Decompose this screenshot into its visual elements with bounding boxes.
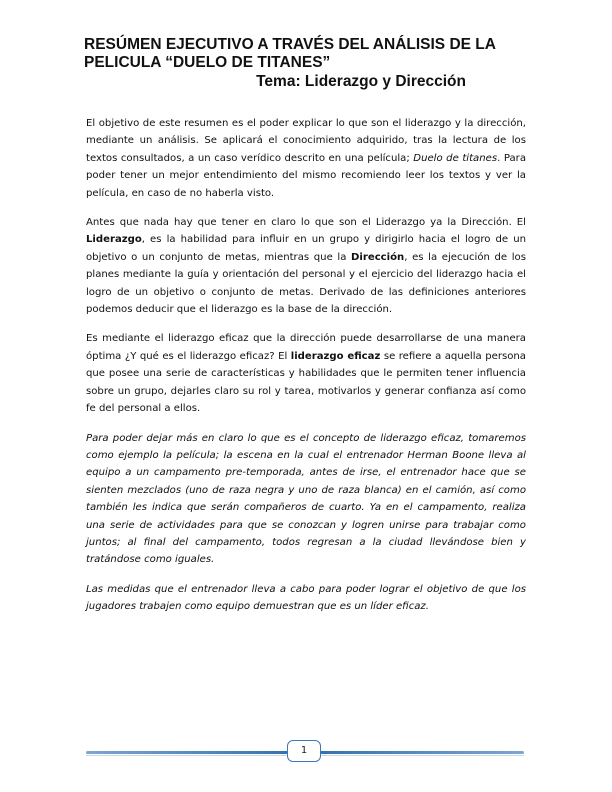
paragraph-1-text-a: El objetivo de este resumen es el poder explicar lo que son el liderazgo y la dirección, mediante un análisis. Se aplicará el conocimiento adquirido, tras la lectura de los textos consultados, a un caso verídico descrito en una película; — [86, 118, 526, 164]
page-footer — [86, 740, 524, 764]
paragraph-5: Las medidas que el entrenador lleva a cabo para poder lograr el objetivo de que los jugadores trabajen como equipo demuestran que es un líder eficaz. — [86, 583, 526, 613]
paragraph-3 — [86, 330, 526, 417]
paragraph-2-text-b: , es la habilidad para influir en un grupo y dirigirlo hacia el logro de un objetivo o un conjunto de metas, mientras que la — [86, 234, 526, 263]
paragraph-1-text-b: . Para poder tener un mejor entendimiento del mismo recomiendo leer los textos y ver la película, en caso de no haberla visto. — [86, 152, 526, 199]
paragraph-4: Para poder dejar más en claro lo que es el concepto de liderazgo eficaz, tomaremos como ejemplo la película; la escena en la cual el entrenador Herman Boone lleva al equipo a un campamento pre-temporada, antes de irse, el entrenador hace que se sienten mezclados (uno de raza negra y uno de raza blanca) en el camión, así como también les indica que serán compañeros de cuarto. Ya en el campamento, realiza una serie de actividades para que se conozcan y logren unirse para trabajar como juntos; al final del campamento, todos regresan a la ciudad llevándose bien y tratándose como iguales. — [86, 432, 526, 566]
film-title: Duelo de titanes — [413, 152, 498, 164]
document-body — [86, 115, 526, 628]
term-direccion: Dirección — [351, 251, 405, 263]
document-subtitle: Tema: Liderazgo y Dirección — [256, 73, 466, 90]
paragraph-3-text-a: Es mediante el liderazgo eficaz que la dirección puede desarrollarse de una manera óptima ¿Y qué es el liderazgo eficaz? El — [86, 333, 526, 362]
document-title: RESÚMEN EJECUTIVO A TRAVÉS DEL ANÁLISIS DE LA PELICULA “DUELO DE TITANES” — [84, 36, 496, 71]
term-liderazgo-eficaz: liderazgo eficaz — [290, 350, 381, 362]
page-number: 1 — [287, 740, 321, 762]
paragraph-2-text-c: , es la ejecución de los planes mediante la guía y orientación del personal y el ejercicio del liderazgo hacia el logro de un objetivo o conjunto de metas. Derivado de las definiciones anteriores podemos deducir que el liderazgo es la base de la dirección. — [86, 251, 526, 316]
term-liderazgo: Liderazgo — [86, 234, 142, 246]
paragraph-2-text-a: Antes que nada hay que tener en claro lo que son el Liderazgo ya la Dirección. El — [86, 217, 526, 229]
paragraph-3-text-b: se refiere a aquella persona que posee una serie de características y habilidades que le permiten tener influencia sobre un grupo, dejarles claro su rol y tarea, motivarlos y generar confianza así como fe del personal a ellos. — [86, 350, 526, 415]
paragraph-1 — [86, 115, 526, 202]
paragraph-2 — [86, 214, 526, 318]
